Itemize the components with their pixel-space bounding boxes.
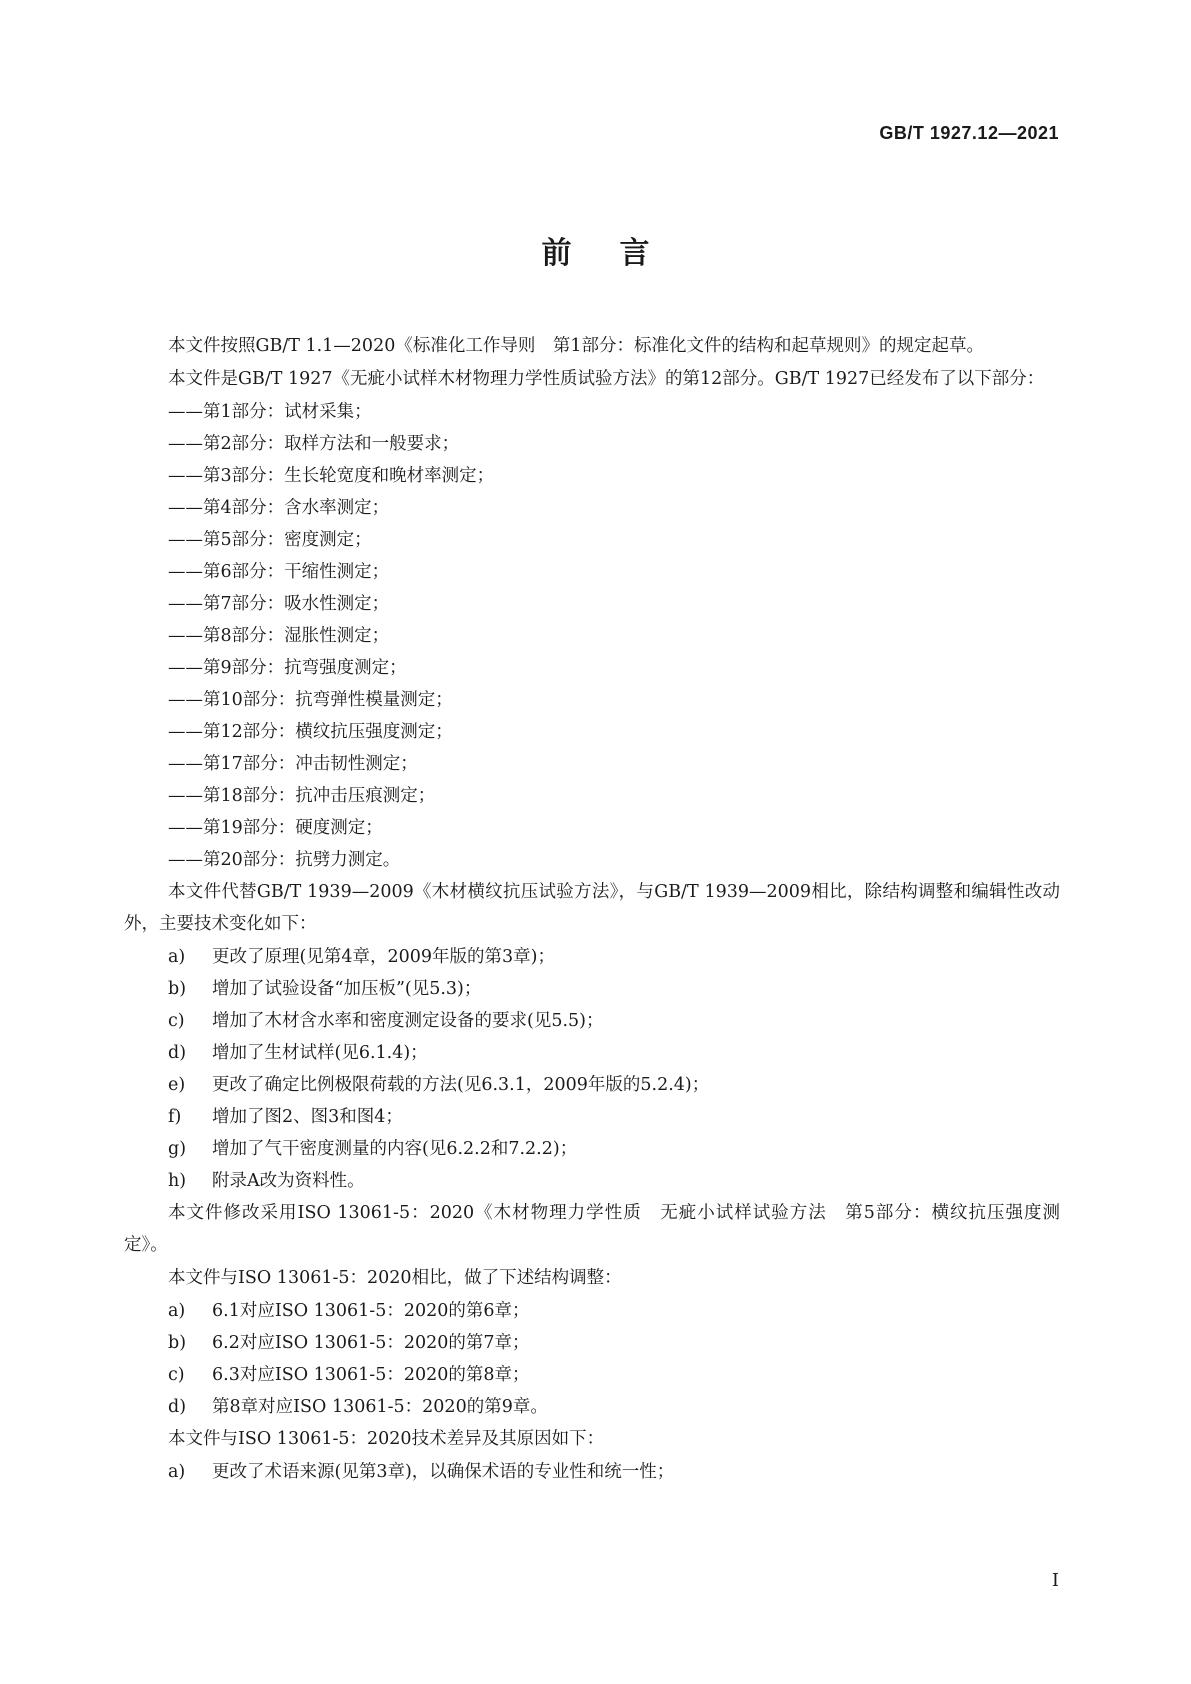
list-item: ——第5部分：密度测定；	[168, 530, 372, 550]
list-marker: a)	[168, 947, 186, 967]
paragraph-tech-diff-intro: 本文件与ISO 13061-5：2020技术差异及其原因如下：	[168, 1429, 605, 1449]
list-marker: d)	[168, 1043, 187, 1063]
list-item-text: 附录A改为资料性。	[212, 1171, 365, 1191]
page-title: 前言	[541, 236, 698, 271]
list-item: ——第10部分：抗弯弹性模量测定；	[168, 690, 453, 710]
list-marker: h)	[168, 1171, 187, 1191]
standard-code: GB/T 1927.12—2021	[879, 123, 1059, 143]
list-marker: c)	[168, 1365, 185, 1385]
list-item: ——第1部分：试材采集；	[168, 402, 372, 422]
list-item: ——第4部分：含水率测定；	[168, 498, 390, 518]
list-item: ——第6部分：干缩性测定；	[168, 562, 390, 582]
structure-list	[124, 1295, 1060, 1423]
list-item: ——第8部分：湿胀性测定；	[168, 626, 390, 646]
list-item: ——第7部分：吸水性测定；	[168, 594, 390, 614]
list-item-text: 6.2对应ISO 13061-5：2020的第7章；	[212, 1333, 530, 1353]
list-item-text: 增加了生材试样(见6.1.4)；	[212, 1043, 428, 1063]
list-item	[124, 973, 1060, 1005]
list-item-text: 更改了术语来源(见第3章)，以确保术语的专业性和统一性；	[212, 1462, 675, 1482]
list-item: ——第17部分：冲击韧性测定；	[168, 754, 418, 774]
paragraph-structure-intro: 本文件与ISO 13061-5：2020相比，做了下述结构调整：	[168, 1268, 622, 1288]
list-item	[124, 1327, 1060, 1359]
list-item	[124, 1456, 1060, 1488]
list-item-text: 增加了图2、图3和图4；	[212, 1107, 403, 1127]
list-marker: a)	[168, 1462, 186, 1482]
list-item	[124, 1005, 1060, 1037]
list-item	[124, 1165, 1060, 1197]
list-item-text: 6.1对应ISO 13061-5：2020的第6章；	[212, 1301, 530, 1321]
parts-list	[124, 396, 1060, 876]
list-item	[124, 1101, 1060, 1133]
paragraph-drafting-rules: 本文件按照GB/T 1.1—2020《标准化工作导则 第1部分：标准化文件的结构和起草规则》的规定起草。	[168, 336, 984, 356]
list-item	[124, 1069, 1060, 1101]
list-item-text: 6.3对应ISO 13061-5：2020的第8章；	[212, 1365, 530, 1385]
changes-list	[124, 941, 1060, 1197]
list-marker: g)	[168, 1139, 187, 1159]
list-item: ——第18部分：抗冲击压痕测定；	[168, 786, 436, 806]
list-item	[124, 1037, 1060, 1069]
list-item-text: 增加了气干密度测量的内容(见6.2.2和7.2.2)；	[212, 1139, 578, 1159]
paragraph-replacement: 本文件代替GB/T 1939—2009《木材横纹抗压试验方法》，与GB/T 1939—2009相比，除结构调整和编辑性改动外，主要技术变化如下：	[124, 882, 1060, 934]
list-item	[124, 941, 1060, 973]
paragraph-iso-adoption: 本文件修改采用ISO 13061-5：2020《木材物理力学性质 无疵小试样试验方法 第5部分：横纹抗压强度测定》。	[124, 1203, 1060, 1255]
list-item	[124, 1295, 1060, 1327]
list-item	[124, 1391, 1060, 1423]
list-item: ——第12部分：横纹抗压强度测定；	[168, 722, 453, 742]
list-item: ——第2部分：取样方法和一般要求；	[168, 434, 460, 454]
list-marker: e)	[168, 1075, 186, 1095]
list-item: ——第19部分：硬度测定；	[168, 818, 383, 838]
tech-diff-list	[124, 1456, 1060, 1488]
list-marker: c)	[168, 1011, 185, 1031]
list-marker: d)	[168, 1397, 187, 1417]
list-marker: f)	[168, 1107, 182, 1127]
list-item-text: 增加了试验设备“加压板”(见5.3)；	[212, 979, 482, 999]
list-item	[124, 1359, 1060, 1391]
list-item: ——第20部分：抗劈力测定。	[168, 850, 401, 870]
list-item-text: 更改了原理(见第4章，2009年版的第3章)；	[212, 947, 555, 967]
list-item-text: 增加了木材含水率和密度测定设备的要求(见5.5)；	[212, 1011, 604, 1031]
document-body	[124, 330, 1060, 1488]
list-item: ——第9部分：抗弯强度测定；	[168, 658, 407, 678]
paragraph-series-intro: 本文件是GB/T 1927《无疵小试样木材物理力学性质试验方法》的第12部分。GB/T 1927已经发布了以下部分：	[168, 369, 1045, 389]
list-marker: b)	[168, 979, 187, 999]
list-marker: a)	[168, 1301, 186, 1321]
list-item	[124, 1133, 1060, 1165]
list-item: ——第3部分：生长轮宽度和晚材率测定；	[168, 466, 495, 486]
list-item-text: 第8章对应ISO 13061-5：2020的第9章。	[212, 1397, 548, 1417]
list-item-text: 更改了确定比例极限荷载的方法(见6.3.1，2009年版的5.2.4)；	[212, 1075, 710, 1095]
page-number: I	[1051, 1570, 1059, 1591]
list-marker: b)	[168, 1333, 187, 1353]
